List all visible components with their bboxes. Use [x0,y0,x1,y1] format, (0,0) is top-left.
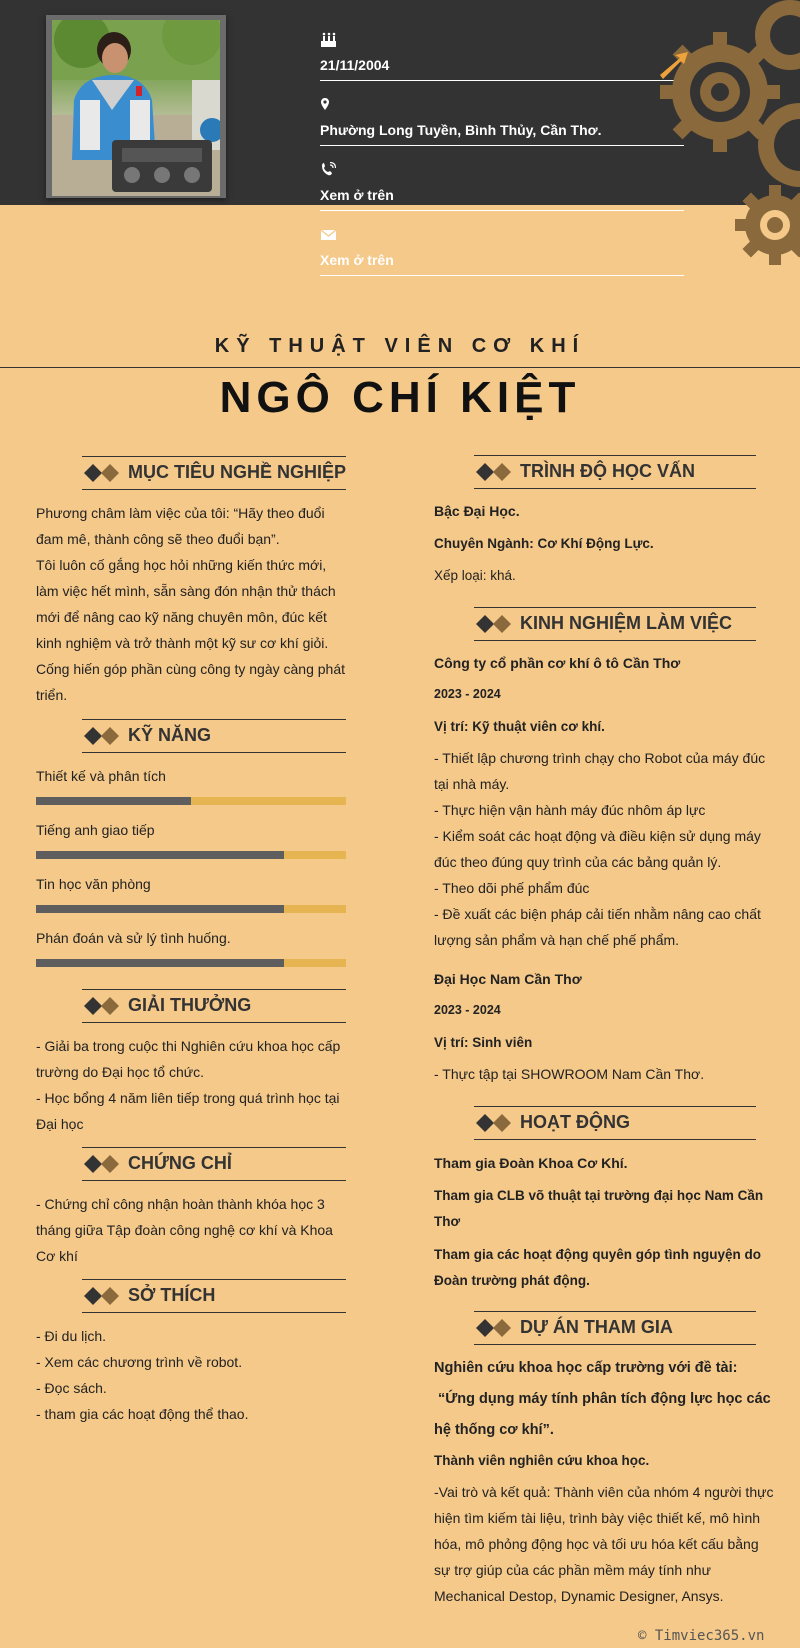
contact-address [320,93,684,158]
skill-bar [36,959,346,967]
divider [320,275,684,276]
text-line: - Đọc sách. [36,1380,107,1396]
text-line: triển. [36,687,68,703]
diamond-bullet-icon [84,997,124,1015]
skill-name: Tiếng anh giao tiếp [36,822,155,838]
text-line: Nghiên cứu khoa học cấp trường với đề tài: [434,1360,738,1376]
text-line: Tham gia CLB võ thuật tại trường đại học Nam Cần [434,1188,764,1203]
text-line: Tôi luôn cố gắng học hỏi những kiến thức mới, [36,557,327,573]
project-description [434,1479,784,1609]
diamond-bullet-icon [476,615,516,633]
text-line: đúc theo đúng quy trình của các bảng quản lý. [434,854,722,870]
objective-text [36,500,356,708]
section-header-hobbies [82,1279,346,1313]
text-line: Mechanical Destop, Dynamic Designer, Ansys. [434,1588,724,1604]
skill-bar [36,905,346,913]
skill-name: Thiết kế và phân tích [36,768,166,784]
text-line: - Đi du lịch. [36,1328,107,1344]
skill-name: Tin học văn phòng [36,876,151,892]
diamond-bullet-icon [84,464,124,482]
text-line: - Đề xuất các biện pháp cải tiến nhằm nâng cao chất [434,906,761,922]
section-title: DỰ ÁN THAM GIA [520,1317,673,1337]
text-line: - Chứng chỉ công nhận hoàn thành khóa học 3 [36,1196,325,1212]
diamond-bullet-icon [476,1114,516,1132]
text-line: - Thiết lập chương trình chạy cho Robot của máy đúc [434,750,766,766]
section-header-certificates [82,1147,346,1181]
phone-value: Xem ở trên [320,187,394,203]
text-line: kinh nghiệm và trở thành một kỹ sư cơ khí giỏi. [36,635,329,651]
education-major: Chuyên Ngành: Cơ Khí Động Lực. [434,536,654,551]
text-line: đam mê, thành công sẽ theo đuổi bạn”. [36,531,280,547]
text-line: làm việc hết mình, sẵn sàng đón nhận thử thách [36,583,336,599]
skill-bar-fill [36,797,191,805]
section-header-experience [474,607,756,641]
job-position: Vị trí: Sinh viên [434,1035,533,1050]
contact-birthday [320,28,684,93]
text-line: Cơ khí [36,1248,78,1264]
section-title: KỸ NĂNG [128,725,212,745]
contact-list [320,28,684,288]
job-duties [434,745,774,953]
skill-bar-fill [36,959,284,967]
email-value: Xem ở trên [320,252,394,268]
skill-bar [36,851,346,859]
avatar-illustration [52,20,220,196]
awards-text [36,1033,356,1137]
hobbies-text [36,1323,356,1427]
text-line: mới để nâng cao kỹ năng chuyên môn, đúc kết [36,609,327,625]
divider [320,145,684,146]
education-degree: Bậc Đại Học. [434,503,520,519]
skill-bar-fill [36,905,284,913]
section-title: GIẢI THƯỞNG [128,995,252,1015]
text-line: -Vai trò và kết quả: Thành viên của nhóm 4 người thực [434,1484,774,1500]
project-role: Thành viên nghiên cứu khoa học. [434,1453,650,1468]
envelope-icon [320,227,338,243]
job-duties [434,1061,774,1087]
text-line: Tham gia các hoạt động quyên góp tình nguyện do [434,1247,761,1262]
avatar-frame [46,15,226,198]
text-line: - Thực tập tại SHOWROOM Nam Cần Thơ. [434,1066,705,1082]
full-name: NGÔ CHÍ KIỆT [219,373,581,422]
title-divider [0,367,800,368]
skill-name: Phán đoán và sử lý tình huống. [36,930,231,946]
education-rank: Xếp loại: khá. [434,568,516,583]
map-marker-icon [320,97,338,113]
activities-text [434,1150,774,1294]
address-value: Phường Long Tuyền, Bình Thủy, Cần Thơ. [320,122,602,138]
text-line: - Giải ba trong cuộc thi Nghiên cứu khoa học cấp [36,1038,341,1054]
contact-email [320,223,684,288]
text-line: Tham gia Đoàn Khoa Cơ Khí. [434,1155,628,1171]
skill-bar [36,797,346,805]
diamond-bullet-icon [84,1155,124,1173]
diamond-bullet-icon [84,1287,124,1305]
text-line: tháng giữa Tập đoàn công nghệ cơ khí và Khoa [36,1222,333,1238]
job-period: 2023 - 2024 [434,687,501,701]
section-title: CHỨNG CHỈ [128,1153,232,1173]
certificates-text [36,1191,356,1269]
section-header-projects [474,1311,756,1345]
section-header-skills [82,719,346,753]
text-line: - Học bổng 4 năm liên tiếp trong quá trình học tại [36,1090,340,1106]
skill-bar-fill [36,851,284,859]
section-header-objective [82,456,346,490]
gears-decoration [640,0,800,285]
diamond-bullet-icon [84,727,124,745]
section-title: SỞ THÍCH [128,1285,216,1305]
text-line: tại nhà máy. [434,776,510,792]
text-line: - Kiểm soát các hoạt động và điều kiện sử dụng máy [434,828,761,844]
text-line: - tham gia các hoạt động thể thao. [36,1406,249,1422]
text-line: - Thực hiện vận hành máy đúc nhôm áp lực [434,802,706,818]
birthday-cake-icon [320,32,338,48]
text-line: Đại học [36,1116,84,1132]
job-company: Công ty cổ phần cơ khí ô tô Cần Thơ [434,655,681,671]
section-title: MỤC TIÊU NGHỀ NGHIỆP [128,462,347,482]
text-line: hiện tìm kiếm tài liệu, trình bày việc thiết kế, mô hình [434,1510,761,1526]
text-line: Cống hiến góp phần cùng công ty ngày càng phát [36,661,346,677]
section-header-education [474,455,756,489]
divider [320,80,684,81]
project-heading [434,1353,774,1446]
job-company: Đại Học Nam Cần Thơ [434,971,582,987]
diamond-bullet-icon [476,463,516,481]
section-title: TRÌNH ĐỘ HỌC VẤN [520,461,695,481]
text-line: Phương châm làm việc của tôi: “Hãy theo đuổi [36,505,325,521]
job-position: Vị trí: Kỹ thuật viên cơ khí. [434,719,605,734]
avatar-photo [52,20,220,196]
section-header-awards [82,989,346,1023]
job-period: 2023 - 2024 [434,1003,501,1017]
text-line: Thơ [434,1214,461,1229]
contact-phone [320,158,684,223]
text-line: sự trợ giúp của các phần mềm máy tính như [434,1562,711,1578]
diamond-bullet-icon [476,1319,516,1337]
text-line: - Xem các chương trình về robot. [36,1354,243,1370]
phone-icon [320,162,338,178]
divider [320,210,684,211]
job-title: KỸ THUẬT VIÊN CƠ KHÍ [214,335,586,357]
text-line: hóa, mô phỏng động học và tối ưu hóa kết cấu bằng [434,1536,759,1552]
text-line: hệ thống cơ khí”. [434,1422,554,1438]
text-line: “Ứng dụng máy tính phân tích động lực học các [434,1391,771,1407]
text-line: Đoàn trường phát động. [434,1273,590,1288]
text-line: trường do Đại học tổ chức. [36,1064,204,1080]
section-header-activities [474,1106,756,1140]
text-line: - Theo dõi phế phẩm đúc [434,880,590,896]
section-title: KINH NGHIỆM LÀM VIỆC [520,613,733,633]
birthday-value: 21/11/2004 [320,57,390,73]
text-line: lượng sản phẩm và hạn chế phế phẩm. [434,932,680,948]
section-title: HOẠT ĐỘNG [520,1112,630,1132]
watermark: © Timviec365.vn [638,1628,765,1644]
